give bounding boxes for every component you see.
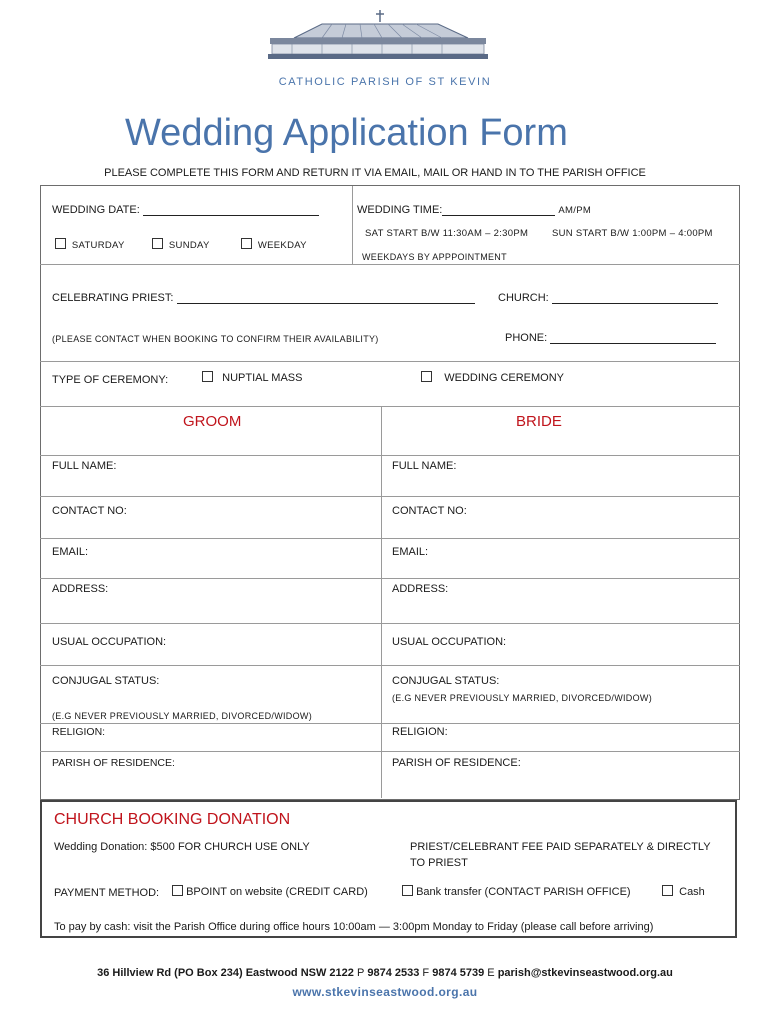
instruction-text: PLEASE COMPLETE THIS FORM AND RETURN IT VIA EMAIL, MAIL OR HAND IN TO THE PARISH OFFICE bbox=[104, 167, 646, 179]
saturday-times: SAT START B/W 11:30AM – 2:30PM bbox=[365, 228, 529, 239]
footer-phone: 9874 2533 bbox=[367, 967, 420, 979]
bank-transfer-checkbox[interactable] bbox=[402, 885, 413, 896]
wedding-date-field[interactable] bbox=[52, 203, 319, 216]
weekday-label: WEEKDAY bbox=[257, 240, 307, 251]
weekdays-note: WEEKDAYS BY APPPOINTMENT bbox=[362, 252, 507, 262]
bride-conjugal-field[interactable]: CONJUGAL STATUS: bbox=[392, 675, 500, 687]
priest-label: CELEBRATING PRIEST: bbox=[52, 292, 174, 304]
wedding-ceremony-option[interactable] bbox=[421, 371, 564, 384]
groom-conjugal-note: (E.G NEVER PREVIOUSLY MARRIED, DIVORCED/WIDOW) bbox=[52, 711, 312, 721]
bpoint-checkbox[interactable] bbox=[172, 885, 183, 896]
cash-note: To pay by cash: visit the Parish Office during office hours 10:00am — 3:00pm Monday to Friday (please call before arriving) bbox=[54, 921, 654, 933]
church-field[interactable] bbox=[498, 291, 718, 304]
bride-contact-field[interactable]: CONTACT NO: bbox=[392, 505, 467, 517]
priest-fee-note-1: PRIEST/CELEBRANT FEE PAID SEPARATELY & DIRECTLY bbox=[410, 841, 711, 853]
bride-occupation-field[interactable]: USUAL OCCUPATION: bbox=[392, 636, 507, 648]
cash-label: Cash bbox=[679, 886, 705, 898]
bride-parish-field[interactable]: PARISH OF RESIDENCE: bbox=[392, 757, 521, 769]
weekday-option[interactable] bbox=[241, 238, 307, 251]
saturday-label: SATURDAY bbox=[71, 240, 125, 251]
footer-address: 36 Hillview Rd (PO Box 234) Eastwood NSW 2122 bbox=[97, 967, 354, 979]
bride-religion-field[interactable]: RELIGION: bbox=[392, 726, 448, 738]
footer-email[interactable]: parish@stkevinseastwood.org.au bbox=[497, 967, 673, 979]
priest-contact-note: (PLEASE CONTACT WHEN BOOKING TO CONFIRM THEIR AVAILABILITY) bbox=[52, 334, 379, 344]
groom-full-name-field[interactable]: FULL NAME: bbox=[52, 460, 117, 472]
payment-method-label: PAYMENT METHOD: bbox=[54, 887, 160, 899]
sunday-label: SUNDAY bbox=[168, 240, 210, 251]
cash-checkbox[interactable] bbox=[662, 885, 673, 896]
groom-heading: GROOM bbox=[183, 413, 242, 430]
bride-heading: BRIDE bbox=[516, 413, 562, 430]
nuptial-mass-checkbox[interactable] bbox=[202, 371, 213, 382]
bank-transfer-label: Bank transfer (CONTACT PARISH OFFICE) bbox=[416, 886, 631, 898]
sunday-times: SUN START B/W 1:00PM – 4:00PM bbox=[552, 228, 713, 239]
bride-email-field[interactable]: EMAIL: bbox=[392, 546, 429, 558]
wedding-time-label: WEDDING TIME: bbox=[357, 204, 443, 216]
groom-parish-field[interactable]: PARISH OF RESIDENCE: bbox=[52, 757, 175, 769]
wedding-ceremony-checkbox[interactable] bbox=[421, 371, 432, 382]
priest-fee-note-2: TO PRIEST bbox=[410, 857, 468, 869]
parish-name: CATHOLIC PARISH OF ST KEVIN bbox=[278, 76, 492, 88]
footer-email-letter: E bbox=[487, 967, 495, 979]
groom-contact-field[interactable]: CONTACT NO: bbox=[52, 505, 127, 517]
bank-transfer-option[interactable] bbox=[402, 885, 631, 898]
footer-fax-letter: F bbox=[422, 967, 430, 979]
sunday-checkbox[interactable] bbox=[152, 238, 163, 249]
bpoint-label: BPOINT on website (CREDIT CARD) bbox=[186, 886, 368, 898]
weekday-checkbox[interactable] bbox=[241, 238, 252, 249]
bride-conjugal-note: (E.G NEVER PREVIOUSLY MARRIED, DIVORCED/WIDOW) bbox=[392, 693, 652, 703]
celebrating-priest-field[interactable] bbox=[52, 291, 475, 304]
phone-label: PHONE: bbox=[505, 332, 548, 344]
groom-email-field[interactable]: EMAIL: bbox=[52, 546, 89, 558]
bpoint-option[interactable] bbox=[172, 885, 368, 898]
bride-full-name-field[interactable]: FULL NAME: bbox=[392, 460, 457, 472]
saturday-option[interactable] bbox=[55, 238, 125, 251]
wedding-ceremony-label: WEDDING CEREMONY bbox=[444, 372, 565, 384]
wedding-time-field[interactable] bbox=[357, 203, 591, 216]
page-title: Wedding Application Form bbox=[125, 112, 568, 154]
church-label: CHURCH: bbox=[498, 292, 549, 304]
bride-address-field[interactable]: ADDRESS: bbox=[392, 583, 449, 595]
phone-field[interactable] bbox=[505, 331, 716, 344]
wedding-date-label: WEDDING DATE: bbox=[52, 204, 140, 216]
groom-address-field[interactable]: ADDRESS: bbox=[52, 583, 109, 595]
nuptial-mass-label: NUPTIAL MASS bbox=[222, 372, 303, 384]
footer-fax: 9874 5739 bbox=[432, 967, 485, 979]
groom-occupation-field[interactable]: USUAL OCCUPATION: bbox=[52, 636, 167, 648]
church-logo bbox=[262, 8, 488, 63]
ceremony-type-label: TYPE OF CEREMONY: bbox=[52, 374, 169, 386]
groom-conjugal-field[interactable]: CONJUGAL STATUS: bbox=[52, 675, 160, 687]
footer-phone-letter: P bbox=[356, 967, 365, 979]
donation-heading: CHURCH BOOKING DONATION bbox=[54, 811, 291, 828]
groom-religion-field[interactable]: RELIGION: bbox=[52, 726, 106, 738]
form-box bbox=[40, 185, 740, 800]
cash-option[interactable] bbox=[662, 885, 705, 898]
nuptial-mass-option[interactable] bbox=[202, 371, 302, 384]
footer-contact bbox=[0, 967, 770, 979]
donation-amount: Wedding Donation: $500 FOR CHURCH USE ONLY bbox=[54, 841, 310, 853]
ampm-label: AM/PM bbox=[558, 205, 592, 216]
sunday-option[interactable] bbox=[152, 238, 210, 251]
footer-website-link[interactable]: www.stkevinseastwood.org.au bbox=[292, 985, 478, 999]
saturday-checkbox[interactable] bbox=[55, 238, 66, 249]
